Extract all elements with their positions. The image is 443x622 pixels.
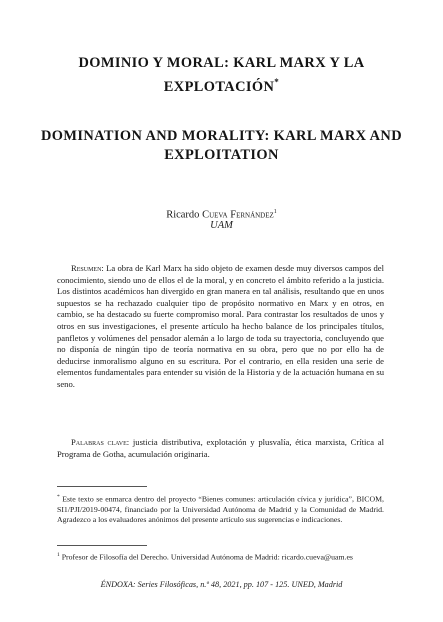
title-english: DOMINATION AND MORALITY: KARL MARX AND EXPLOITATION	[41, 128, 402, 163]
title-spanish	[40, 54, 403, 97]
footnote-project-text: Este texto se enmarca dentro del proyecto “Bienes comunes: articulación cívica y jurídica”, BICOM, SI1/PJI/2019-00474, financiado por la Universidad Autónoma de Madrid y la Comunidad de Madrid. Agradezco a los evaluadores anónimos del presente artículo sus sugerencias e indicaciones.	[57, 494, 384, 525]
keywords-text: justicia distributiva, explotación y plusvalía, ética marxista, Crítica al Programa de Gotha, acumulación originaria.	[57, 437, 385, 459]
footnote-author-text: Profesor de Filosofía del Derecho. Universidad Autónoma de Madrid: ricardo.cueva@uam.es	[61, 552, 353, 562]
author-footnote-mark: 1	[273, 209, 277, 215]
abstract-text: La obra de Karl Marx ha sido objeto de examen desde muy diversos campos del conocimiento, siendo uno de ellos el de la moral, y en concreto el ámbito referido a la justicia. Los distintos académicos han divergido en gran manera en tal análisis, resultando que en unos supuestos se ha rechazado cualquier tipo de propósito normativo en Marx y en otros, en cambio, se ha destacado su fuerte compromiso moral. Para contrastar los resultados de unos y otros en sus investigaciones, el presente artículo ha hecho balance de los principales títulos, panfletos y volúmenes del pensador alemán a lo largo de toda su trayectoria, concluyendo que no disponía de ningún tipo de teoría normativa en su obra, pero que no por ello ha de deducirse inmoralismo alguno en su escritura. Por el contrario, en ella residen una serie de elementos fundamentales para entender su visión de la Historia y de la actuación humana en su seno.	[57, 263, 384, 389]
footnote-author	[57, 550, 384, 563]
footnote-project-mark: *	[57, 494, 60, 500]
title-spanish-text: DOMINIO Y MORAL: KARL MARX Y LA EXPLOTACIÓN	[78, 55, 365, 95]
footnote-divider	[57, 486, 147, 487]
journal-footer: ÉNDOXA: Series Filosóficas, n.º 48, 2021, pp. 107 - 125. UNED, Madrid	[100, 580, 343, 589]
keywords-label: Palabras clave:	[71, 437, 130, 447]
footnote-project	[57, 492, 384, 526]
abstract	[57, 263, 384, 391]
footnote-author-mark: 1	[57, 552, 60, 558]
author-first-name: Ricardo	[166, 209, 200, 221]
footnote-divider-2	[57, 545, 147, 546]
author-affiliation: UAM	[210, 220, 233, 231]
title-footnote-mark: *	[274, 77, 280, 87]
abstract-label: Resumen:	[71, 263, 104, 273]
author-last-name: Cueva Fernández	[202, 209, 274, 221]
keywords	[57, 437, 384, 460]
